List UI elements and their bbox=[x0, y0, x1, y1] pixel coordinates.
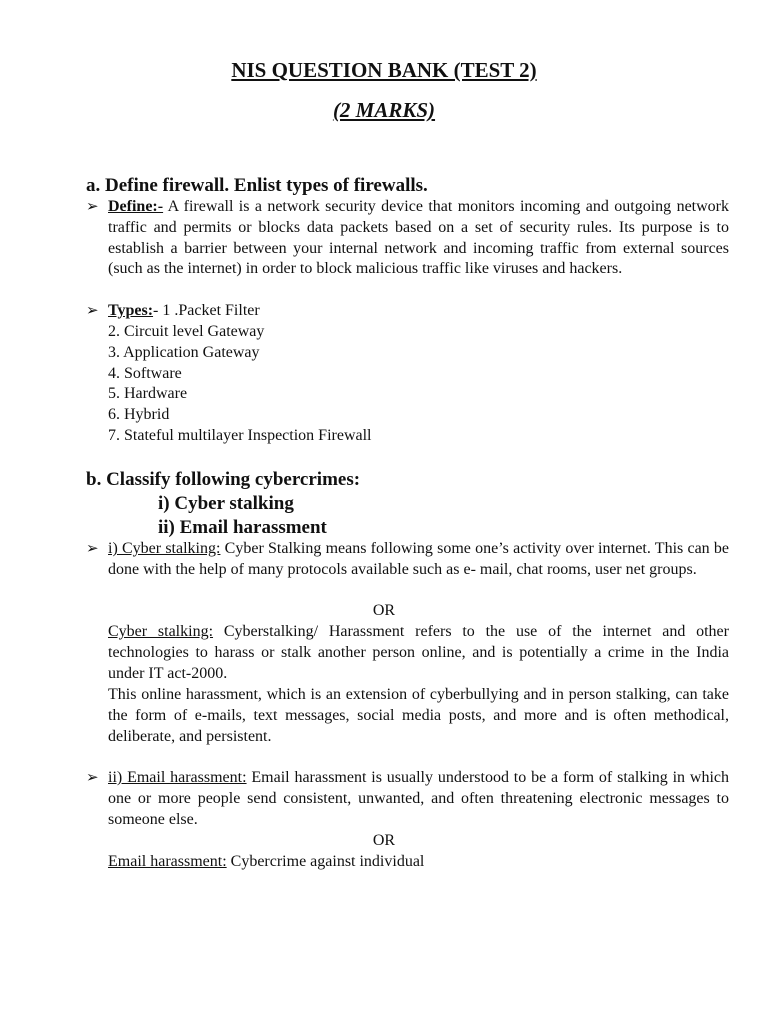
page-subtitle: (2 MARKS) bbox=[332, 98, 436, 122]
arrow-bullet-icon: ➢ bbox=[86, 303, 99, 319]
cyber-stalking-alt-paragraph bbox=[108, 622, 729, 684]
list-item: 5. Hardware bbox=[108, 385, 188, 402]
email-harassment-alt-label: Email harassment: bbox=[108, 853, 227, 870]
question-b-sub-1: i) Cyber stalking bbox=[158, 493, 294, 514]
email-harassment-alt-line bbox=[108, 852, 424, 873]
define-text: A firewall is a network security device that monitors incoming and outgoing network traffic and permits or blocks data packets based on a set of security rules. Its purpose is to establish a barrier between your internal network and incoming traffic from external sources (such as the internet) in order to block malicious traffic like viruses and hackers. bbox=[108, 198, 729, 278]
list-item: 7. Stateful multilayer Inspection Firewall bbox=[108, 427, 372, 444]
question-b-sub-2: ii) Email harassment bbox=[158, 517, 327, 538]
arrow-bullet-icon: ➢ bbox=[86, 199, 99, 215]
online-harassment-paragraph: This online harassment, which is an extension of cyberbullying and in person stalking, can take the form of e-mails, text messages, social media posts, and more and is often methodical, deliberate, and persistent. bbox=[108, 686, 729, 745]
email-harassment-paragraph bbox=[108, 768, 729, 830]
list-item: 3. Application Gateway bbox=[108, 344, 260, 361]
question-a-heading: a. Define firewall. Enlist types of firewalls. bbox=[86, 175, 428, 196]
or-separator: OR bbox=[372, 832, 396, 849]
cyber-stalking-label: i) Cyber stalking: bbox=[108, 540, 221, 557]
cyber-stalking-paragraph bbox=[108, 539, 729, 581]
or-separator: OR bbox=[372, 602, 396, 619]
cyber-stalking-text: Cyber Stalking means following some one’s activity over internet. This can be done with the help of many protocols available such as e- mail, chat rooms, user net groups. bbox=[108, 540, 730, 578]
types-first-item: - 1 .Packet Filter bbox=[153, 302, 260, 319]
question-b-heading: b. Classify following cybercrimes: bbox=[86, 469, 361, 490]
email-harassment-label: ii) Email harassment: bbox=[108, 769, 247, 786]
types-label: Types: bbox=[108, 302, 154, 319]
list-item: 2. Circuit level Gateway bbox=[108, 323, 265, 340]
arrow-bullet-icon: ➢ bbox=[86, 770, 99, 786]
types-first-line bbox=[108, 301, 260, 322]
list-item: 6. Hybrid bbox=[108, 406, 170, 423]
arrow-bullet-icon: ➢ bbox=[86, 541, 99, 557]
cyber-stalking-alt-label: Cyber stalking: bbox=[108, 623, 214, 640]
define-paragraph bbox=[108, 197, 729, 280]
page-title: NIS QUESTION BANK (TEST 2) bbox=[231, 58, 537, 82]
define-label: Define:- bbox=[108, 198, 164, 215]
email-harassment-alt-text: Cybercrime against individual bbox=[226, 853, 425, 870]
cyber-stalking-alt-text: Cyberstalking/ Harassment refers to the use of the internet and other technologies to harass or stalk another person online, and is potentially a crime in the India under IT act-2000. bbox=[108, 623, 729, 682]
list-item: 4. Software bbox=[108, 365, 182, 382]
email-harassment-text: Email harassment is usually understood to be a form of stalking in which one or more people send consistent, unwanted, and often threatening electronic messages to someone else. bbox=[108, 769, 729, 828]
